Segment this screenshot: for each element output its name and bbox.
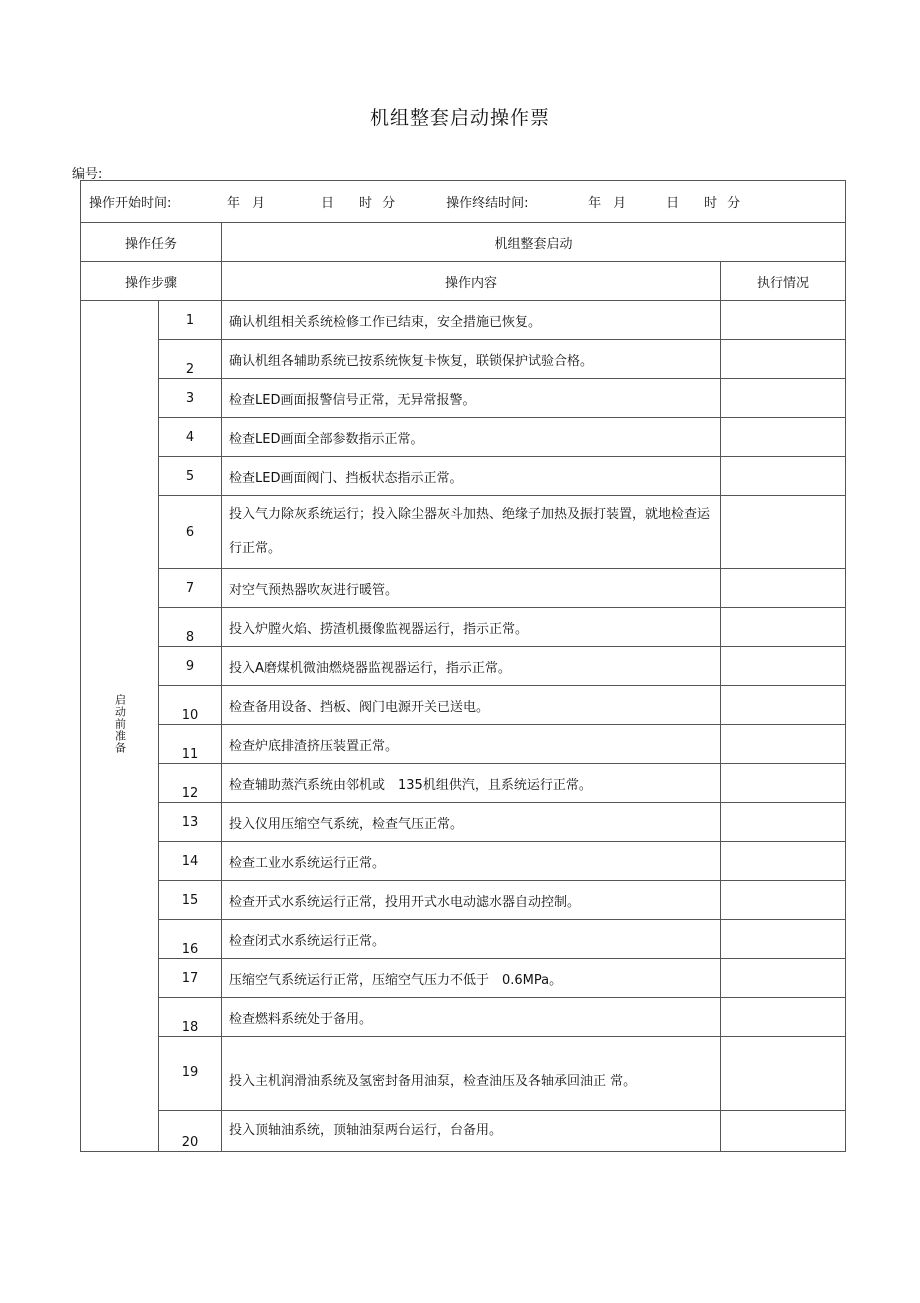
step-number: 19	[159, 1037, 222, 1111]
table-row	[81, 764, 846, 803]
step-number: 9	[159, 647, 222, 686]
step-number: 3	[159, 379, 222, 418]
table-row	[81, 418, 846, 457]
table-row	[81, 496, 846, 569]
step-content: 检查工业水系统运行正常。	[222, 842, 721, 881]
step-number: 12	[159, 764, 222, 803]
start-day-unit: 日	[321, 196, 335, 211]
phase-label	[81, 301, 159, 1152]
step-number: 11	[159, 725, 222, 764]
status-cell[interactable]	[721, 842, 846, 881]
status-cell[interactable]	[721, 959, 846, 998]
step-content: 确认机组相关系统检修工作已结束，安全措施已恢复。	[222, 301, 721, 340]
status-cell[interactable]	[721, 1037, 846, 1111]
table-row	[81, 340, 846, 379]
status-cell[interactable]	[721, 764, 846, 803]
step-number: 7	[159, 569, 222, 608]
step-content: 检查闭式水系统运行正常。	[222, 920, 721, 959]
step-content: 投入气力除灰系统运行；投入除尘器灰斗加热、绝缘子加热及振打装置，就地检查运行正常。	[222, 496, 721, 569]
phase-label-text: 启动前准备	[113, 694, 127, 754]
step-content: 检查备用设备、挡板、阀门电源开关已送电。	[222, 686, 721, 725]
step-number: 16	[159, 920, 222, 959]
status-cell[interactable]	[721, 881, 846, 920]
step-content: 投入炉膛火焰、捞渣机摄像监视器运行，指示正常。	[222, 608, 721, 647]
task-value: 机组整套启动	[222, 223, 846, 262]
step-content: 检查LED画面全部参数指示正常。	[222, 418, 721, 457]
table-row	[81, 608, 846, 647]
step-number: 20	[159, 1111, 222, 1152]
start-month-unit: 月	[252, 196, 266, 211]
start-minute-unit: 分	[382, 196, 396, 211]
table-row	[81, 647, 846, 686]
status-cell[interactable]	[721, 301, 846, 340]
status-cell[interactable]	[721, 686, 846, 725]
status-cell[interactable]	[721, 379, 846, 418]
start-time-label: 操作开始时间:	[89, 196, 172, 211]
step-content: 检查炉底排渣挤压装置正常。	[222, 725, 721, 764]
start-year-unit: 年	[227, 196, 241, 211]
step-content: 确认机组各辅助系统已按系统恢复卡恢复，联锁保护试验合格。	[222, 340, 721, 379]
table-row	[81, 881, 846, 920]
step-content: 对空气预热器吹灰进行暖管。	[222, 569, 721, 608]
status-cell[interactable]	[721, 496, 846, 569]
step-number: 1	[159, 301, 222, 340]
step-content: 检查LED画面阀门、挡板状态指示正常。	[222, 457, 721, 496]
step-content: 投入顶轴油系统，顶轴油泵两台运行，台备用。	[222, 1111, 721, 1152]
page-title: 机组整套启动操作票	[369, 107, 550, 129]
step-content: 检查LED画面报警信号正常，无异常报警。	[222, 379, 721, 418]
start-hour-unit: 时	[359, 196, 373, 211]
step-content: 检查燃料系统处于备用。	[222, 998, 721, 1037]
end-minute-unit: 分	[727, 196, 741, 211]
table-row	[81, 686, 846, 725]
operation-ticket-table	[80, 180, 846, 1152]
status-column-header: 执行情况	[721, 262, 846, 301]
step-number: 5	[159, 457, 222, 496]
end-month-unit: 月	[613, 196, 627, 211]
task-label: 操作任务	[81, 223, 222, 262]
table-row	[81, 842, 846, 881]
end-hour-unit: 时	[704, 196, 718, 211]
status-cell[interactable]	[721, 725, 846, 764]
status-cell[interactable]	[721, 340, 846, 379]
step-number: 13	[159, 803, 222, 842]
step-number: 15	[159, 881, 222, 920]
status-cell[interactable]	[721, 569, 846, 608]
step-content: 压缩空气系统运行正常，压缩空气压力不低于 0.6MPa。	[222, 959, 721, 998]
time-row	[81, 181, 846, 223]
table-row	[81, 803, 846, 842]
table-row	[81, 569, 846, 608]
table-row	[81, 998, 846, 1037]
step-number: 14	[159, 842, 222, 881]
status-cell[interactable]	[721, 803, 846, 842]
table-row	[81, 1111, 846, 1152]
step-content: 投入A磨煤机微油燃烧器监视器运行，指示正常。	[222, 647, 721, 686]
table-row	[81, 301, 846, 340]
step-content: 检查开式水系统运行正常，投用开式水电动滤水器自动控制。	[222, 881, 721, 920]
status-cell[interactable]	[721, 608, 846, 647]
step-number: 4	[159, 418, 222, 457]
end-day-unit: 日	[666, 196, 680, 211]
step-content: 投入主机润滑油系统及氢密封备用油泵，检查油压及各轴承回油正 常。	[222, 1037, 721, 1111]
end-year-unit: 年	[588, 196, 602, 211]
status-cell[interactable]	[721, 920, 846, 959]
step-number: 18	[159, 998, 222, 1037]
status-cell[interactable]	[721, 998, 846, 1037]
step-column-header: 操作步骤	[81, 262, 222, 301]
step-number: 8	[159, 608, 222, 647]
status-cell[interactable]	[721, 457, 846, 496]
step-number: 2	[159, 340, 222, 379]
status-cell[interactable]	[721, 647, 846, 686]
step-number: 17	[159, 959, 222, 998]
serial-number-label: 编号:	[72, 167, 103, 182]
status-cell[interactable]	[721, 1111, 846, 1152]
table-row	[81, 379, 846, 418]
column-header-row	[81, 262, 846, 301]
step-number: 6	[159, 496, 222, 569]
table-row	[81, 725, 846, 764]
content-column-header: 操作内容	[222, 262, 721, 301]
table-row	[81, 959, 846, 998]
step-number: 10	[159, 686, 222, 725]
status-cell[interactable]	[721, 418, 846, 457]
task-row	[81, 223, 846, 262]
step-content: 检查辅助蒸汽系统由邻机或 135机组供汽，且系统运行正常。	[222, 764, 721, 803]
table-row	[81, 920, 846, 959]
end-time-label: 操作终结时间:	[446, 196, 529, 211]
table-row	[81, 457, 846, 496]
table-row	[81, 1037, 846, 1111]
step-content: 投入仪用压缩空气系统，检查气压正常。	[222, 803, 721, 842]
